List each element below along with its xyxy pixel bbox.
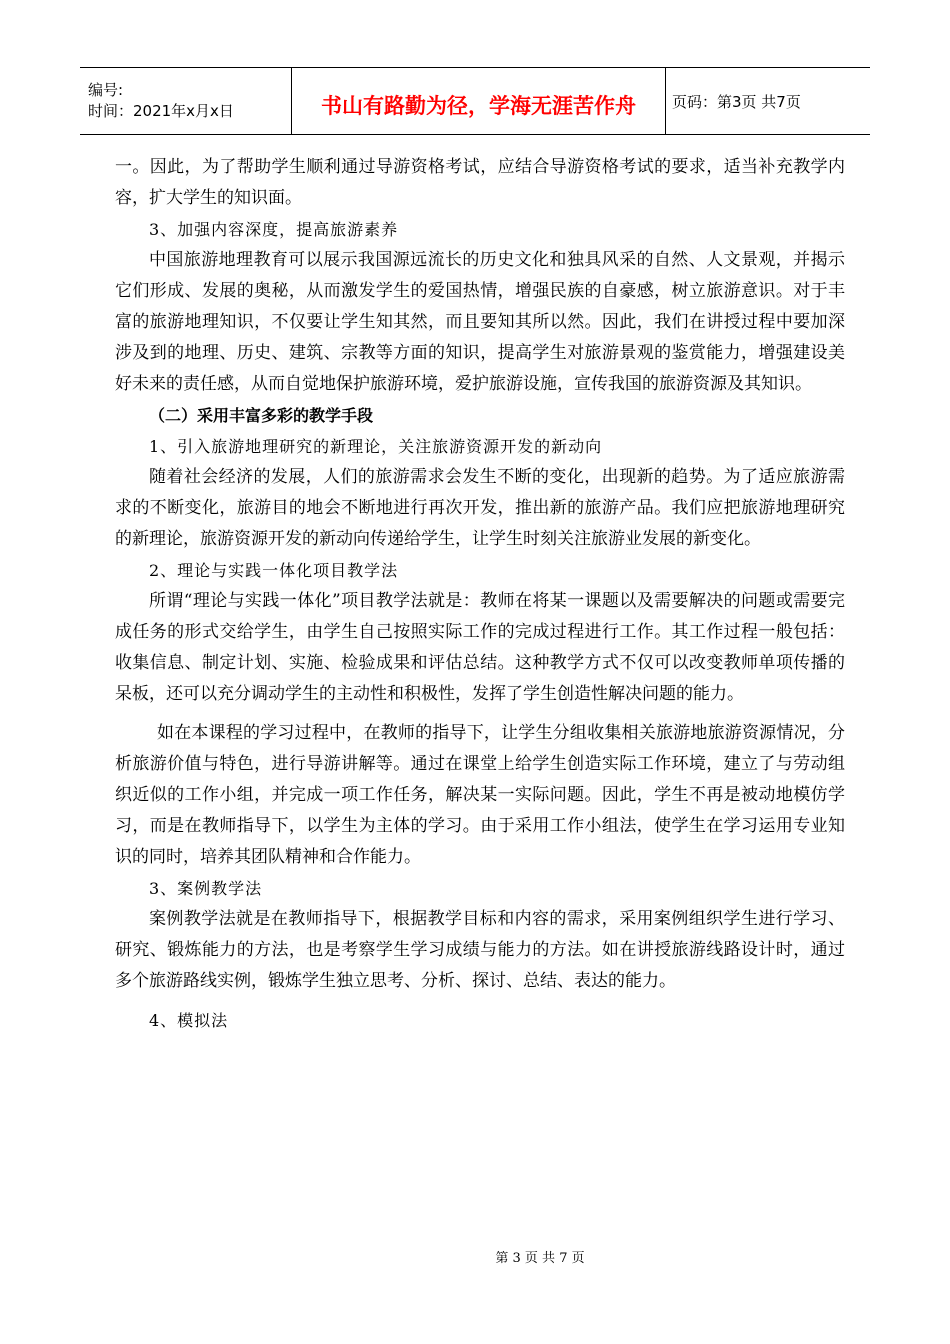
- paragraph-new-theory: 随着社会经济的发展，人们的旅游需求会发生不断的变化，出现新的趋势。为了适应旅游需求的不断变化，旅游目的地会不断地进行再次开发，推出新的旅游产品。我们应把旅游地理研究的新理论，旅游资源开发的新动向传递给学生，让学生时刻关注旅游业发展的新变化。: [115, 467, 845, 549]
- header-meta: [80, 68, 292, 135]
- header-motto: 书山有路勤为径，学海无涯苦作舟: [292, 68, 666, 135]
- header-page-info: 页码：第3页 共7页: [666, 68, 871, 135]
- subheading-3: 3、加强内容深度，提高旅游素养: [149, 220, 399, 239]
- document-header: [80, 67, 870, 135]
- paragraph-project-method: 所谓“理论与实践一体化”项目教学法就是：教师在将某一课题以及需要解决的问题或需要完成任务的形式交给学生，由学生自己按照实际工作的完成过程进行工作。其工作过程一般包括：收集信息、制定计划、实施、检验成果和评估总结。这种教学方式不仅可以改变教师单项传播的呆板，还可以充分调动学生的主动性和积极性，发挥了学生创造性解决问题的能力。: [115, 591, 845, 704]
- subheading-simulation: 4、模拟法: [149, 1011, 229, 1030]
- subheading-1: 1、引入旅游地理研究的新理论，关注旅游资源开发的新动向: [149, 437, 603, 456]
- paragraph-continuation: 一。因此，为了帮助学生顺利通过导游资格考试，应结合导游资格考试的要求，适当补充教学内容，扩大学生的知识面。: [115, 157, 845, 208]
- subheading-case-method: 3、案例教学法: [149, 879, 263, 898]
- footer-page-number: 第 3 页 共 7 页: [495, 1251, 585, 1266]
- subheading-2: 2、理论与实践一体化项目教学法: [149, 561, 399, 580]
- document-number-label: 编号:: [88, 81, 124, 99]
- paragraph-tourism-literacy: 中国旅游地理教育可以展示我国源远流长的历史文化和独具风采的自然、人文景观，并揭示它们形成、发展的奥秘，从而激发学生的爱国热情，增强民族的自豪感，树立旅游意识。对于丰富的旅游地理知识，不仅要让学生知其然，而且要知其所以然。因此，我们在讲授过程中要加深涉及到的地理、历史、建筑、宗教等方面的知识，提高学生对旅游景观的鉴赏能力，增强建设美好未来的责任感，从而自觉地保护旅游环境，爱护旅游设施，宣传我国的旅游资源及其知识。: [115, 250, 845, 394]
- page-footer: [0, 1247, 950, 1266]
- paragraph-course-example: 如在本课程的学习过程中，在教师的指导下，让学生分组收集相关旅游地旅游资源情况，分析旅游价值与特色，进行导游讲解等。通过在课堂上给学生创造实际工作环境，建立了与劳动组织近似的工作小组，并完成一项工作任务，解决某一实际问题。因此，学生不再是被动地模仿学习，而是在教师指导下，以学生为主体的学习。由于采用工作小组法，使学生在学习运用专业知识的同时，培养其团队精神和合作能力。: [115, 723, 845, 867]
- document-date: 时间：2021年x月x日: [88, 102, 234, 120]
- document-body: [115, 152, 845, 1036]
- paragraph-case-method: 案例教学法就是在教师指导下，根据教学目标和内容的需求，采用案例组织学生进行学习、研究、锻炼能力的方法，也是考察学生学习成绩与能力的方法。如在讲授旅游线路设计时，通过多个旅游路线实例，锻炼学生独立思考、分析、探讨、总结、表达的能力。: [115, 909, 845, 991]
- section-heading-2: （二）采用丰富多彩的教学手段: [149, 406, 374, 425]
